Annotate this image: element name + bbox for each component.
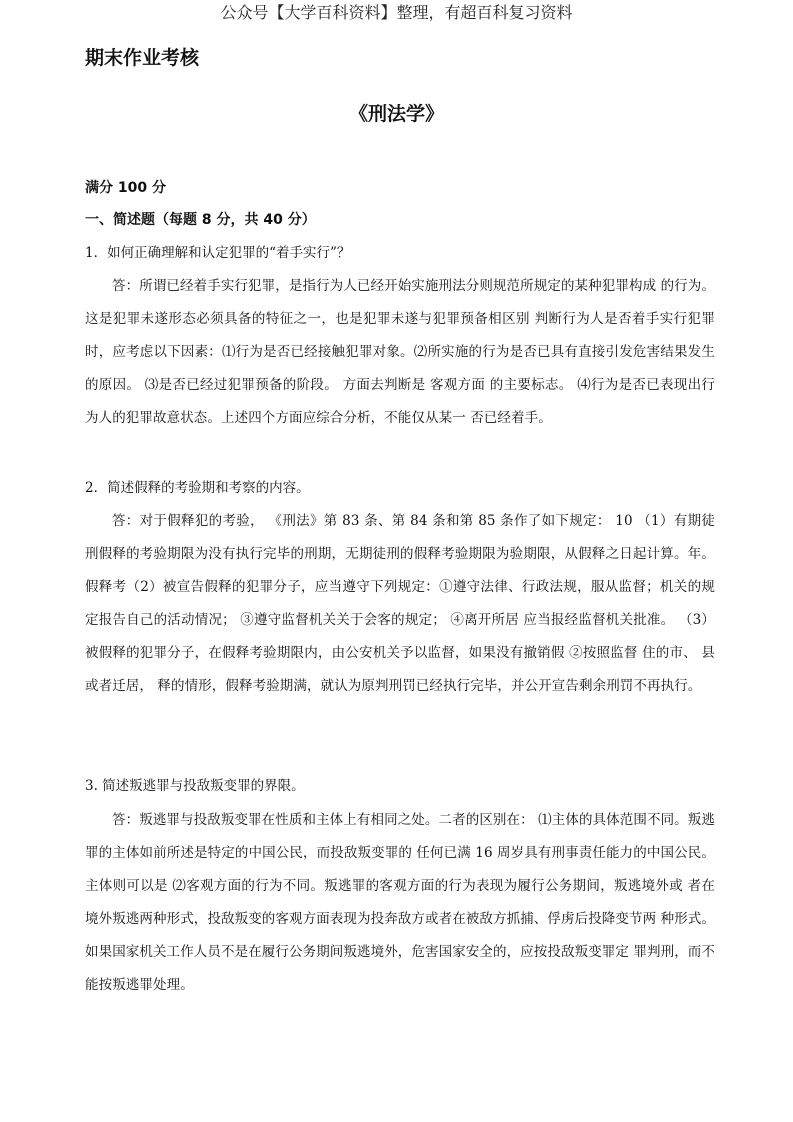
document-heading: 期末作业考核 <box>85 47 200 69</box>
question-2: 2．简述假释的考验期和考察的内容。 <box>85 480 310 496</box>
total-score: 满分 100 分 <box>85 180 166 196</box>
watermark-header: 公众号【大学百科资料】整理，有超百科复习资料 <box>220 3 573 22</box>
question-3: 3. 简述叛逃罪与投敌叛变罪的界限。 <box>85 778 305 794</box>
section-title: 一、简述题（每题 8 分，共 40 分） <box>85 212 316 228</box>
answer-1: 答：所谓已经着手实行犯罪，是指行为人已经开始实施刑法分则规范所规定的某种犯罪构成 的行为。这是犯罪未遂形态必须具备的特征之一，也是犯罪未遂与犯罪预备相区别 判断行为人是否着手实行犯罪时，应考虑以下因素：⑴行为是否已经接触犯罪对象。⑵所实施的行为是否已具有直接引发危害结果发生的原因。 ⑶是否已经过犯罪预备的阶段。 方面去判断是 客观方面 的主要标志。 ⑷行为是否已表现出行为人的犯罪故意状态。上述四个方面应综合分析，不能仅从某一 否已经着手。 <box>85 278 715 426</box>
answer-2: 答：对于假释犯的考验， 《刑法》第 83 条、第 84 条和第 85 条作了如下规定： 10 （1）有期徒刑假释的考验期限为没有执行完毕的刑期，无期徒刑的假释考验期限为验期限，从假释之日起计算。年。假释考（2）被宣告假释的犯罪分子，应当遵守下列规定：①遵守法律、行政法规，服从监督；机关的规定报告自己的活动情况； ③遵守监督机关关于会客的规定； ④离开所居 应当报经监督机关批准。 （3）被假释的犯罪分子，在假释考验期限内，由公安机关予以监督，如果没有撤销假 ②按照监督 住的市、 县或者迁居， 释的情形，假释考验期满，就认为原判刑罚已经执行完毕，并公开宣告剩余刑罚不再执行。 <box>85 513 715 694</box>
question-1: 1．如何正确理解和认定犯罪的“着手实行”？ <box>85 245 351 261</box>
document-title: 《刑法学》 <box>348 103 444 125</box>
answer-3: 答：叛逃罪与投敌叛变罪在性质和主体上有相同之处。二者的区别在： ⑴主体的具体范围不同。叛逃罪的主体如前所述是特定的中国公民，而投敌叛变罪的 任何已满 16 周岁具有刑事责任能力的中国公民。 主体则可以是 ⑵客观方面的行为不同。叛逃罪的客观方面的行为表现为履行公务期间，叛逃境外或 者在境外叛逃两种形式，投敌叛变的客观方面表现为投奔敌方或者在被敌方抓捕、俘虏后投降变节两 种形式。如果国家机关工作人员不是在履行公务期间叛逃境外，危害国家安全的，应按投敌叛变罪定 罪判刑，而不能按叛逃罪处理。 <box>85 812 715 993</box>
